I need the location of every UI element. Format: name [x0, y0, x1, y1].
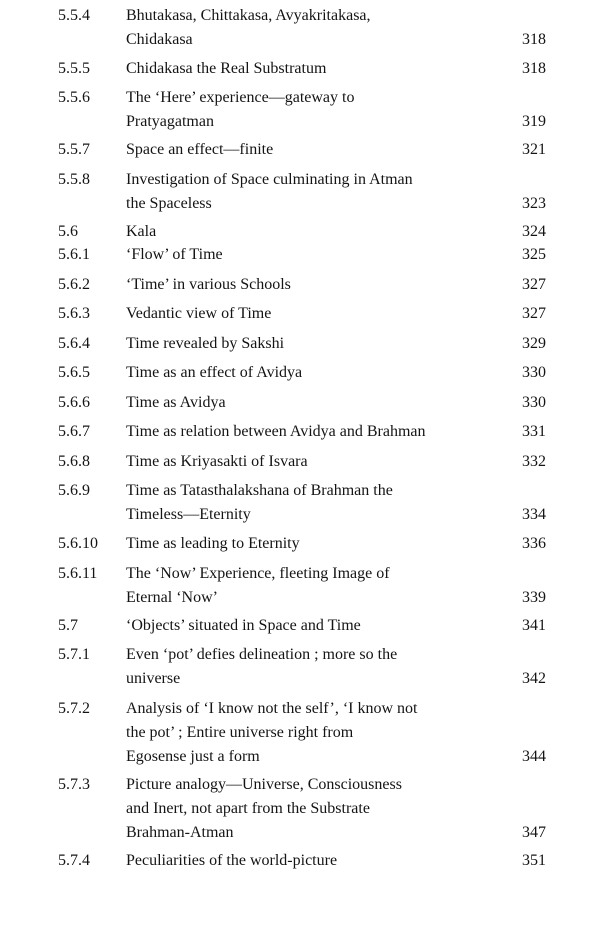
page-number: 318: [522, 60, 546, 77]
section-title: [126, 168, 511, 216]
section-title-line: Time as Kriyasakti of Isvara: [126, 453, 308, 470]
section-title-line: and Inert, not apart from the Substrate: [126, 800, 370, 817]
section-title-line: The ‘Here’ experience—gateway to: [126, 89, 355, 106]
section-title: [126, 643, 511, 691]
section-number: 5.6.7: [58, 423, 90, 440]
section-number: 5.6.10: [58, 535, 98, 552]
page-number: 329: [522, 335, 546, 352]
section-title: [126, 450, 511, 474]
section-title: [126, 273, 511, 297]
section-title-line: Space an effect—finite: [126, 141, 274, 158]
page-number: 330: [522, 364, 546, 381]
section-title: [126, 420, 511, 444]
section-number: 5.5.6: [58, 89, 90, 106]
section-title: [126, 86, 511, 134]
section-title-line: the Spaceless: [126, 195, 212, 212]
page-number: 321: [522, 141, 546, 158]
section-number: 5.5.7: [58, 141, 90, 158]
section-title-line: Egosense just a form: [126, 748, 260, 765]
section-title: [126, 57, 511, 81]
page-number: 327: [522, 276, 546, 293]
section-number: 5.6.8: [58, 453, 90, 470]
page-number: 332: [522, 453, 546, 470]
page-number: 331: [522, 423, 546, 440]
section-title: [126, 479, 511, 527]
section-title-line: Time as Avidya: [126, 394, 226, 411]
section-title-line: Peculiarities of the world-picture: [126, 852, 338, 869]
page-number: 334: [522, 506, 546, 523]
page-number: 324: [522, 223, 546, 240]
section-title-line: Pratyagatman: [126, 113, 214, 130]
section-title-line: Time as an effect of Avidya: [126, 364, 303, 381]
section-title-line: Brahman-Atman: [126, 824, 234, 841]
section-number: 5.6.2: [58, 276, 90, 293]
page-number: 330: [522, 394, 546, 411]
section-title-line: the pot’ ; Entire universe right from: [126, 724, 354, 741]
page-number: 341: [522, 617, 546, 634]
section-title-line: Chidakasa: [126, 31, 193, 48]
section-title-line: Time as relation between Avidya and Brahman: [126, 423, 426, 440]
section-number: 5.5.5: [58, 60, 90, 77]
page-number: 336: [522, 535, 546, 552]
section-number: 5.6: [58, 223, 78, 240]
page-number: 325: [522, 246, 546, 263]
page-number: 347: [522, 824, 546, 841]
section-title-line: The ‘Now’ Experience, fleeting Image of: [126, 565, 390, 582]
section-title-line: Even ‘pot’ defies delineation ; more so the: [126, 646, 398, 663]
section-title: [126, 849, 511, 873]
section-title: [126, 138, 511, 162]
page-number: 342: [522, 670, 546, 687]
section-number: 5.6.6: [58, 394, 90, 411]
section-number: 5.7.2: [58, 700, 90, 717]
section-title-line: Time as Tatasthalakshana of Brahman the: [126, 482, 393, 499]
section-number: 5.5.4: [58, 7, 90, 24]
section-title: [126, 532, 511, 556]
page-number: 318: [522, 31, 546, 48]
section-title: [126, 773, 511, 845]
section-title-line: ‘Flow’ of Time: [126, 246, 223, 263]
section-title-line: Analysis of ‘I know not the self’, ‘I know not: [126, 700, 418, 717]
section-title: [126, 614, 511, 638]
section-number: 5.7.4: [58, 852, 90, 869]
section-title-line: ‘Objects’ situated in Space and Time: [126, 617, 361, 634]
section-title: [126, 332, 511, 356]
section-title-line: Time revealed by Sakshi: [126, 335, 285, 352]
section-number: 5.5.8: [58, 171, 90, 188]
page-number: 319: [522, 113, 546, 130]
section-title: [126, 220, 511, 244]
section-title-line: Kala: [126, 223, 157, 240]
section-number: 5.6.1: [58, 246, 90, 263]
section-title-line: universe: [126, 670, 181, 687]
section-title: [126, 562, 511, 610]
page-number: 323: [522, 195, 546, 212]
section-title-line: Vedantic view of Time: [126, 305, 272, 322]
section-number: 5.6.9: [58, 482, 90, 499]
section-title: [126, 4, 511, 52]
section-title: [126, 361, 511, 385]
section-title: [126, 697, 511, 769]
section-title-line: Timeless—Eternity: [126, 506, 251, 523]
section-number: 5.7.3: [58, 776, 90, 793]
section-number: 5.7.1: [58, 646, 90, 663]
page-number: 351: [522, 852, 546, 869]
section-title: [126, 302, 511, 326]
section-number: 5.6.11: [58, 565, 98, 582]
section-number: 5.6.5: [58, 364, 90, 381]
section-title-line: Time as leading to Eternity: [126, 535, 300, 552]
section-number: 5.6.4: [58, 335, 90, 352]
section-title-line: Picture analogy—Universe, Consciousness: [126, 776, 402, 793]
section-number: 5.6.3: [58, 305, 90, 322]
page-number: 344: [522, 748, 546, 765]
section-title-line: ‘Time’ in various Schools: [126, 276, 291, 293]
section-title-line: Chidakasa the Real Substratum: [126, 60, 327, 77]
section-number: 5.7: [58, 617, 78, 634]
section-title: [126, 243, 511, 267]
section-title-line: Investigation of Space culminating in Atman: [126, 171, 413, 188]
page-number: 339: [522, 589, 546, 606]
page-number: 327: [522, 305, 546, 322]
section-title-line: Eternal ‘Now’: [126, 589, 218, 606]
section-title-line: Bhutakasa, Chittakasa, Avyakritakasa,: [126, 7, 371, 24]
section-title: [126, 391, 511, 415]
